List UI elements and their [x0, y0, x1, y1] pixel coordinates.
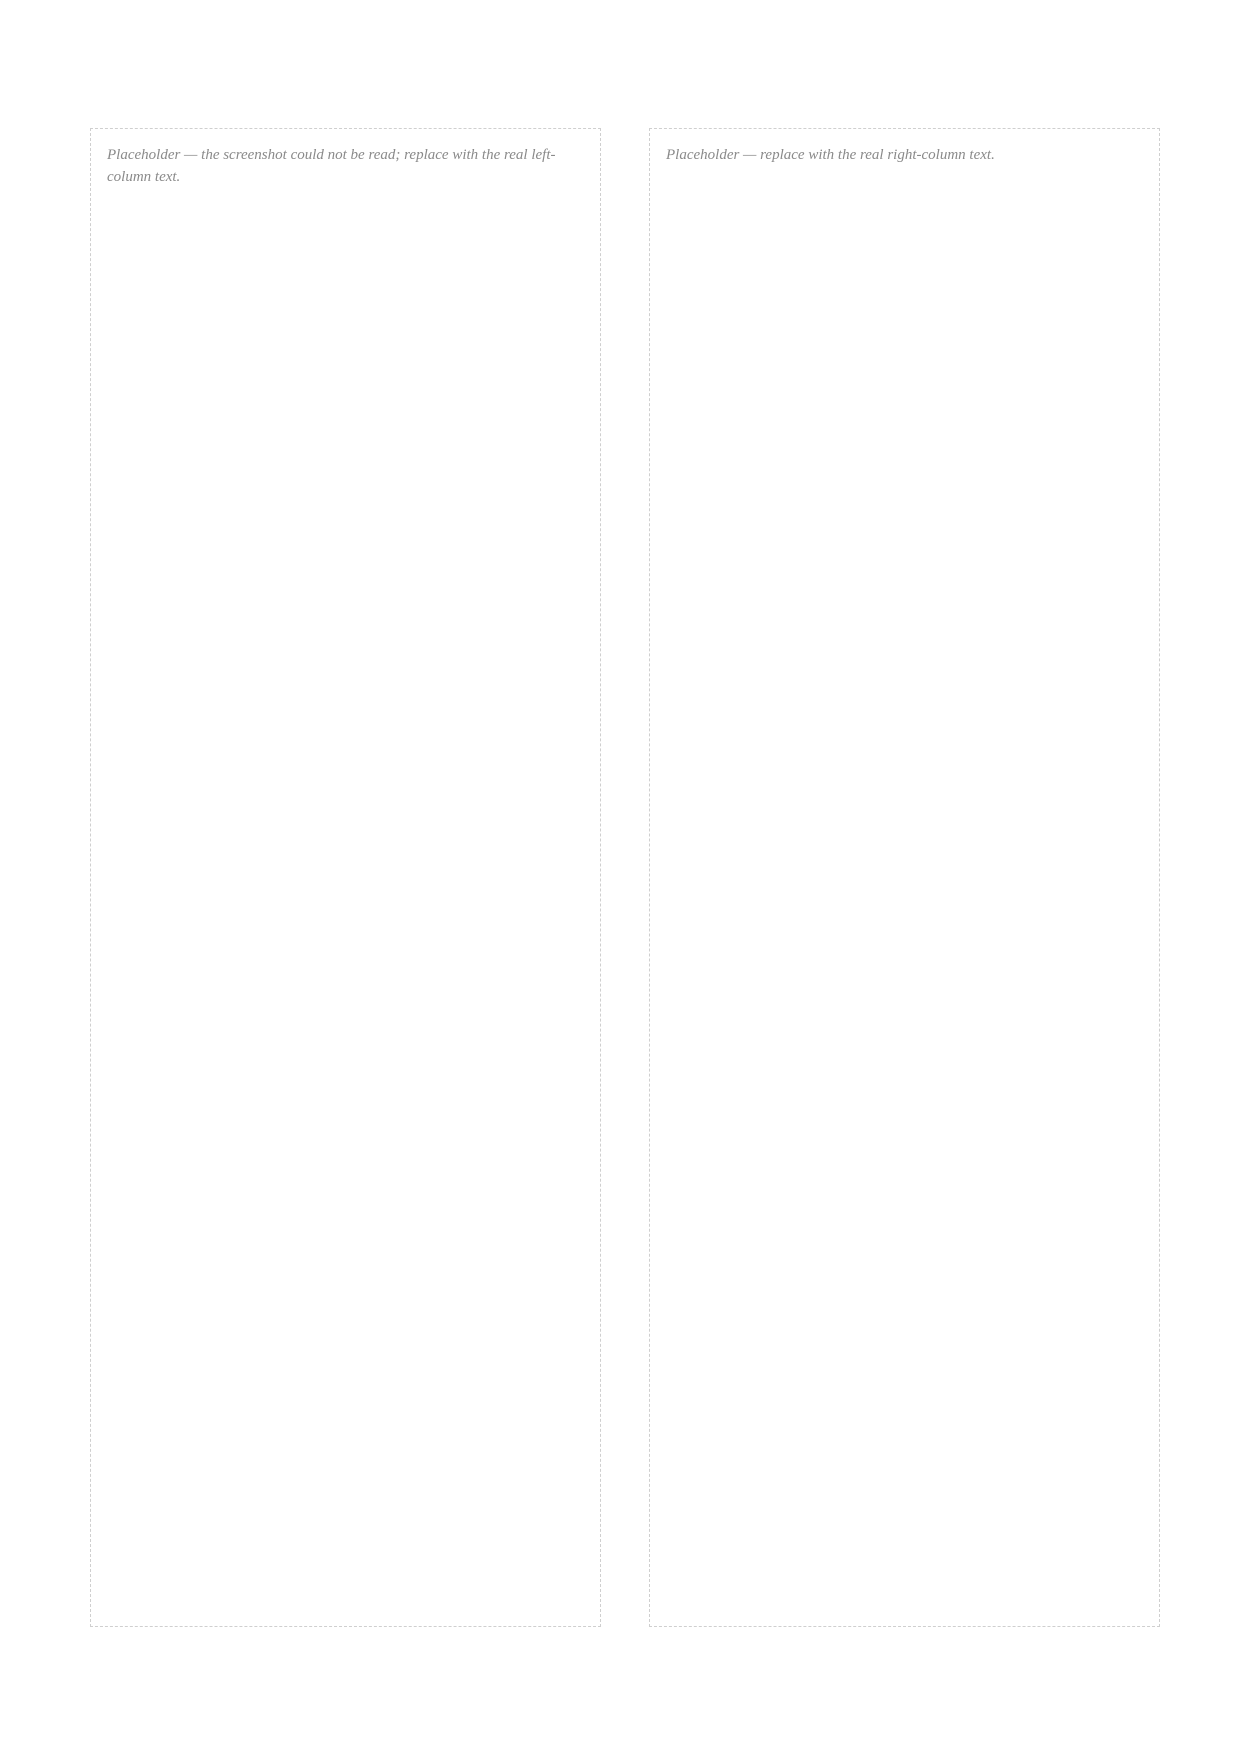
left-column	[90, 128, 601, 1627]
page-title	[90, 70, 1160, 104]
text-columns	[90, 128, 1160, 1627]
paragraph: Placeholder — replace with the real right-column text.	[666, 147, 995, 163]
page-number	[90, 1627, 1160, 1667]
right-column	[649, 128, 1160, 1627]
paragraph: Placeholder — the screenshot could not be read; replace with the real left-column text.	[107, 147, 556, 185]
